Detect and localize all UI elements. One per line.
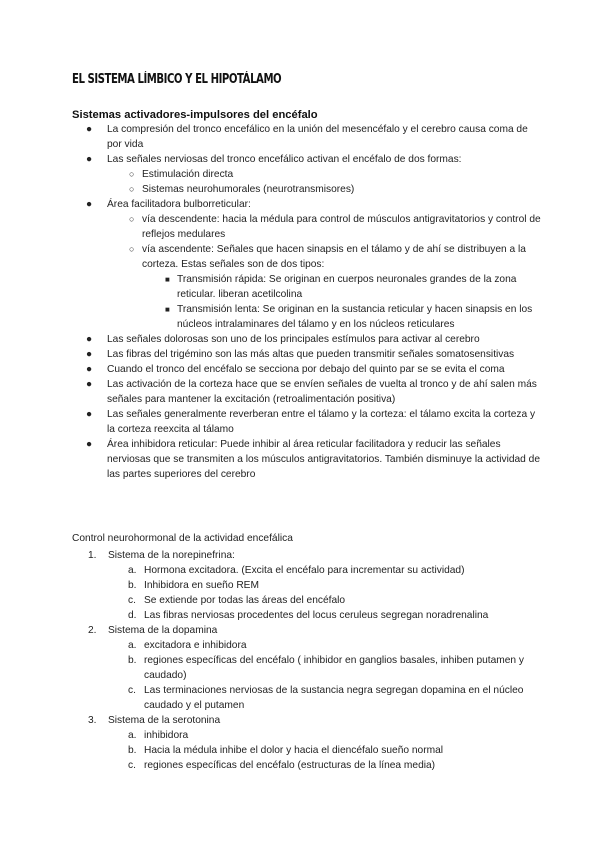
bullet-icon: ● xyxy=(86,439,93,450)
lettered-item: d. Las fibras nerviosas procedentes del locus ceruleus segregan noradrenalina xyxy=(128,610,489,621)
bullet-icon: ● xyxy=(86,379,93,390)
lettered-item: a. Hormona excitadora. (Excita el encéfalo para incrementar su actividad) xyxy=(128,565,465,576)
circle-bullet-icon: ○ xyxy=(129,169,135,179)
bullet-icon: ● xyxy=(86,154,93,165)
lettered-item: c. regiones específicas del encéfalo (estructuras de la línea media) xyxy=(128,760,436,771)
section-heading-activadores: Sistemas activadores-impulsores del encéfalo xyxy=(72,109,318,121)
lettered-list xyxy=(108,563,542,623)
lettered-item: a. inhibidora xyxy=(128,730,189,741)
lettered-item: a. excitadora e inhibidora xyxy=(128,640,247,651)
list-item: ● Las señales dolorosas son uno de los principales estímulos para activar al cerebro xyxy=(86,334,480,345)
sub-list-item: ○ vía ascendente: Señales que hacen sinapsis en el tálamo y de ahí se distribuyen a la corteza. Estas señales son de dos tipos: ■ Transmisión rápida: Se originan en cuerpos neuronales grandes de la zona reticular. liberan acetilcolina ■ Transmisión lenta: Se originan en la sustancia reticular y hacen sinapsis en los núcleos intralaminares del tálamo y en los núcleos reticulares xyxy=(107,242,542,332)
bullet-icon: ● xyxy=(86,124,93,135)
circle-bullet-icon: ○ xyxy=(129,214,135,224)
sub-sub-list-item: ■ Transmisión lenta: Se originan en la sustancia reticular y hacen sinapsis en los núcleos intralaminares del tálamo y en los núcleos reticulares xyxy=(165,304,533,330)
list-item: ● Las activación de la corteza hace que se envíen señales de vuelta al tronco y de ahí salen más señales para mantener la excitación (retroalimentación positiva) xyxy=(86,379,537,405)
page-title: EL SISTEMA LÍMBICO Y EL HIPOTÁLAMO xyxy=(72,72,282,87)
sub-sub-list xyxy=(142,272,542,332)
list-item: ● Las fibras del trigémino son las más altas que pueden transmitir señales somatosensitivas xyxy=(86,349,515,360)
list-item: ● Área inhibidora reticular: Puede inhibir al área reticular facilitadora y reducir las señales nerviosas que se transmiten a los músculos antigravitatorios. También disminuye la actividad de las partes superiores del cerebro xyxy=(86,439,540,480)
circle-bullet-icon: ○ xyxy=(129,244,135,254)
sub-sub-list-item: ■ Transmisión rápida: Se originan en cuerpos neuronales grandes de la zona reticular. liberan acetilcolina xyxy=(165,274,517,300)
lettered-item: b. Hacia la médula inhibe el dolor y hacia el diencéfalo sueño normal xyxy=(128,745,444,756)
bullet-icon: ● xyxy=(86,199,93,210)
section-heading-control: Control neurohormonal de la actividad encefálica xyxy=(72,533,293,544)
lettered-list xyxy=(108,728,542,773)
bullet-icon: ● xyxy=(86,334,93,345)
sub-list xyxy=(107,167,542,197)
bullet-icon: ● xyxy=(86,364,93,375)
numbered-list xyxy=(72,548,542,773)
sub-list-item: ○ vía descendente: hacia la médula para control de músculos antigravitatorios y control de reflejos medulares xyxy=(129,214,541,240)
sub-list-item: ○ Sistemas neurohumorales (neurotransmisores) xyxy=(129,184,355,195)
section-activadores xyxy=(72,122,542,482)
system-item: 1. Sistema de la norepinefrina: a. Hormona excitadora. (Excita el encéfalo para incrementar su actividad) b. Inhibidora en sueño REM c. Se extiende por todas las áreas del encéfalo d. Las fibras nerviosas procedentes del locus ceruleus segregan noradrenalina xyxy=(72,548,542,623)
square-bullet-icon: ■ xyxy=(165,275,170,284)
list-item: ● La compresión del tronco encefálico en la unión del mesencéfalo y el cerebro causa coma de por vida xyxy=(86,124,528,150)
lettered-item: b. regiones específicas del encéfalo ( inhibidor en ganglios basales, inhiben putamen y caudado) xyxy=(128,655,525,681)
list-item: ● Cuando el tronco del encéfalo se secciona por debajo del quinto par se se evita el coma xyxy=(86,364,505,375)
section-control xyxy=(72,548,542,773)
lettered-list xyxy=(108,638,542,713)
bullet-list xyxy=(72,122,542,482)
bullet-icon: ● xyxy=(86,349,93,360)
list-item: ● Las señales nerviosas del tronco encefálico activan el encéfalo de dos formas: ○ Estimulación directa ○ Sistemas neurohumorales (neurotransmisores) xyxy=(72,152,542,197)
circle-bullet-icon: ○ xyxy=(129,184,135,194)
list-item: ● Área facilitadora bulborreticular: ○ vía descendente: hacia la médula para control de músculos antigravitatorios y control de reflejos medulares ○ vía ascendente: Señales que hacen sinapsis en el tálamo y de ahí se distribuyen a la corteza. Estas señales son de dos tipos: ■ Transmisión rápida: Se originan en cuerpos neuronales grandes de la zona reticular. liberan acetilcolina ■ Transmisión lenta: Se originan en la sustancia reticular y hacen sinapsis en los núcleos intralaminares del tálamo y en los núcleos reticulares xyxy=(86,199,541,330)
lettered-item: b. Inhibidora en sueño REM xyxy=(128,580,259,591)
bullet-icon: ● xyxy=(86,409,93,420)
system-item: 2. Sistema de la dopamina a. excitadora e inhibidora b. regiones específicas del encéfalo ( inhibidor en ganglios basales, inhiben putamen y caudado) c. Las terminaciones nerviosas de la sustancia negra segregan dopamina en el núcleo caudado y el putamen xyxy=(72,623,542,713)
system-item: 3. Sistema de la serotonina a. inhibidora b. Hacia la médula inhibe el dolor y hacia el diencéfalo sueño normal c. regiones específicas del encéfalo (estructuras de la línea media) xyxy=(72,713,542,773)
lettered-item: c. Las terminaciones nerviosas de la sustancia negra segregan dopamina en el núcleo caudado y el putamen xyxy=(128,685,524,711)
square-bullet-icon: ■ xyxy=(165,305,170,314)
list-item: ● Las señales generalmente reverberan entre el tálamo y la corteza: el tálamo excita la corteza y la corteza reexcita al tálamo xyxy=(86,409,536,435)
sub-list xyxy=(107,212,542,332)
sub-list-item: ○ Estimulación directa xyxy=(129,169,234,180)
lettered-item: c. Se extiende por todas las áreas del encéfalo xyxy=(128,595,346,606)
